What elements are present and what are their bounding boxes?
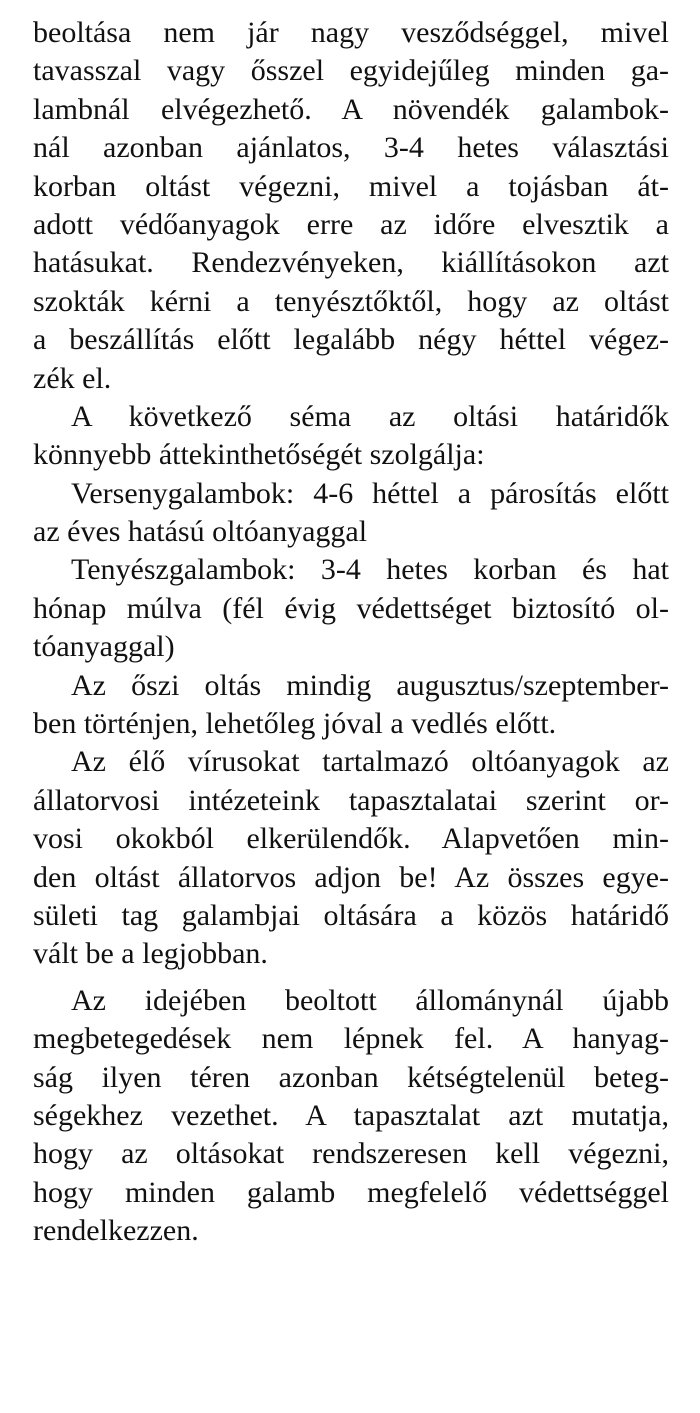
text-line: szokták kérni a tenyésztőktől, hogy az oltást — [33, 284, 669, 318]
text-line: korban oltást végezni, mivel a tojásban át- — [33, 169, 669, 203]
text-line: tóanyaggal) — [33, 630, 175, 664]
text-line: az éves hatású oltóanyaggal — [33, 515, 368, 549]
text-line: nál azonban ajánlatos, 3-4 hetes választási — [33, 131, 669, 165]
paragraph-gap — [33, 974, 669, 982]
text-line: állatorvosi intézeteink tapasztalatai szerint or- — [33, 783, 669, 817]
text-line: könnyebb áttekinthetőségét szolgálja: — [33, 438, 485, 472]
text-line: hogy minden galamb megfelelő védettséggel — [33, 1175, 669, 1209]
body-text — [33, 14, 669, 1251]
text-line: Az élő vírusokat tartalmazó oltóanyagok az — [71, 745, 669, 779]
text-line: A következő séma az oltási határidők — [71, 399, 669, 433]
text-line: den oltást állatorvos adjon be! Az összes egye- — [33, 860, 669, 894]
text-line: a beszállítás előtt legalább négy héttel végez- — [33, 323, 669, 357]
text-line: Tenyészgalambok: 3-4 hetes korban és hat — [71, 553, 669, 587]
text-line: zék el. — [33, 361, 112, 395]
paragraph-1 — [33, 14, 669, 398]
paragraph-3 — [33, 475, 669, 552]
text-line: hatásukat. Rendezvényeken, kiállításokon azt — [33, 246, 669, 280]
paragraph-5 — [33, 667, 669, 744]
text-line: Az őszi oltás mindig augusztus/szeptember- — [71, 668, 669, 702]
paragraph-4 — [33, 551, 669, 666]
text-line: hónap múlva (fél évig védettséget biztosító ol- — [33, 591, 669, 625]
text-line: hogy az oltásokat rendszeresen kell végezni, — [33, 1137, 669, 1171]
text-line: Versenygalambok: 4-6 héttel a párosítás előtt — [71, 476, 669, 510]
paragraph-6 — [33, 743, 669, 973]
text-line: ségekhez vezethet. A tapasztalat azt mutatja, — [33, 1098, 669, 1132]
text-line: ben történjen, lehetőleg jóval a vedlés előtt. — [33, 707, 557, 741]
paragraph-2 — [33, 398, 669, 475]
text-line: vosi okokból elkerülendők. Alapvetően min- — [33, 822, 669, 856]
text-line: tavasszal vagy ősszel egyidejűleg minden ga- — [33, 54, 669, 88]
text-line: ság ilyen téren azonban kétségtelenül beteg- — [33, 1060, 669, 1094]
text-line: Az idejében beoltott állománynál újabb — [71, 983, 669, 1017]
text-line: rendelkezzen. — [33, 1214, 199, 1248]
text-line: megbetegedések nem lépnek fel. A hanyag- — [33, 1022, 669, 1056]
text-line: beoltása nem jár nagy vesződséggel, mivel — [33, 16, 669, 49]
text-line: vált be a legjobban. — [33, 937, 268, 971]
text-line: adott védőanyagok erre az időre elvesztik a — [33, 207, 669, 241]
paragraph-7 — [33, 982, 669, 1251]
text-line: sületi tag galambjai oltására a közös határidő — [33, 898, 669, 932]
text-line: lambnál elvégezhető. A növendék galambok- — [33, 92, 669, 126]
